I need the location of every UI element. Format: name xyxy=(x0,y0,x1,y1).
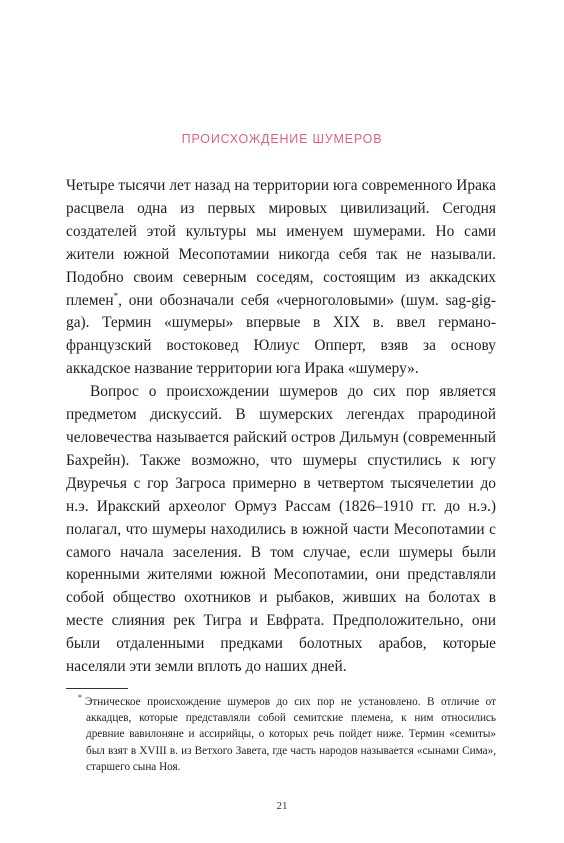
page-number: 21 xyxy=(276,800,288,812)
body-text xyxy=(66,175,496,679)
footnote-text: Этническое происхождение шумеров до сих пор не установлено. В отличие от аккадцев, которые представляли собой семитские племена, к ним относились древние вавилоняне и ассирийцы, о которых речь пойдет ниже. Термин «семиты» был взят в XVIII в. из Ветхого Завета, где часть народов называется «сынами Сима», старшего сына Ноя. xyxy=(85,696,496,773)
footnote xyxy=(66,694,496,775)
chapter-heading: ПРОИСХОЖДЕНИЕ ШУМЕРОВ xyxy=(181,132,383,146)
footnote-divider xyxy=(66,688,128,689)
paragraph-2: Вопрос о происхождении шумеров до сих пор является предметом дискуссий. В шумерских легендах прародиной человечества называется райский остров Дильмун (современный Бахрейн). Также возможно, что шумеры спустились к югу Двуречья с гор Загроса примерно в четвертом тысячелетии до н.э. Иракский археолог Ормуз Рассам (1826–1910 гг. до н.э.) полагал, что шумеры находились в южной части Месопотамии с самого начала заселения. В том случае, если шумеры были коренными жителями южной Месопотамии, они представляли собой общество охотников и рыбаков, живших на болотах в месте слияния рек Тигра и Евфрата. Предположительно, они были отдаленными предками болотных арабов, которые населяли эти земли вплоть до наших дней. xyxy=(66,383,496,676)
paragraph-1-text-end: , они обозначали себя «черноголовыми» (шум. sag-gig-ga). Термин «шумеры» впервые в XIX в. ввел германо-французский востоковед Юлиус Опперт, взяв за основу аккадское название территории юга Ирака «шумеру». xyxy=(66,291,496,378)
footnote-paragraph xyxy=(66,694,496,775)
footnote-mark: * xyxy=(78,693,82,703)
paragraph-1-text-start: Четыре тысячи лет назад на территории юга современного Ирака расцвела одна из первых мировых цивилизаций. Сегодня создателей этой культуры мы именуем шумерами. Но сами жители южной Месопотамии никогда себя так не называли. Подобно своим северным соседям, состоящим из аккадских племен xyxy=(66,177,496,309)
footnote-reference-mark[interactable]: * xyxy=(113,290,119,301)
paragraph-1 xyxy=(66,175,496,381)
